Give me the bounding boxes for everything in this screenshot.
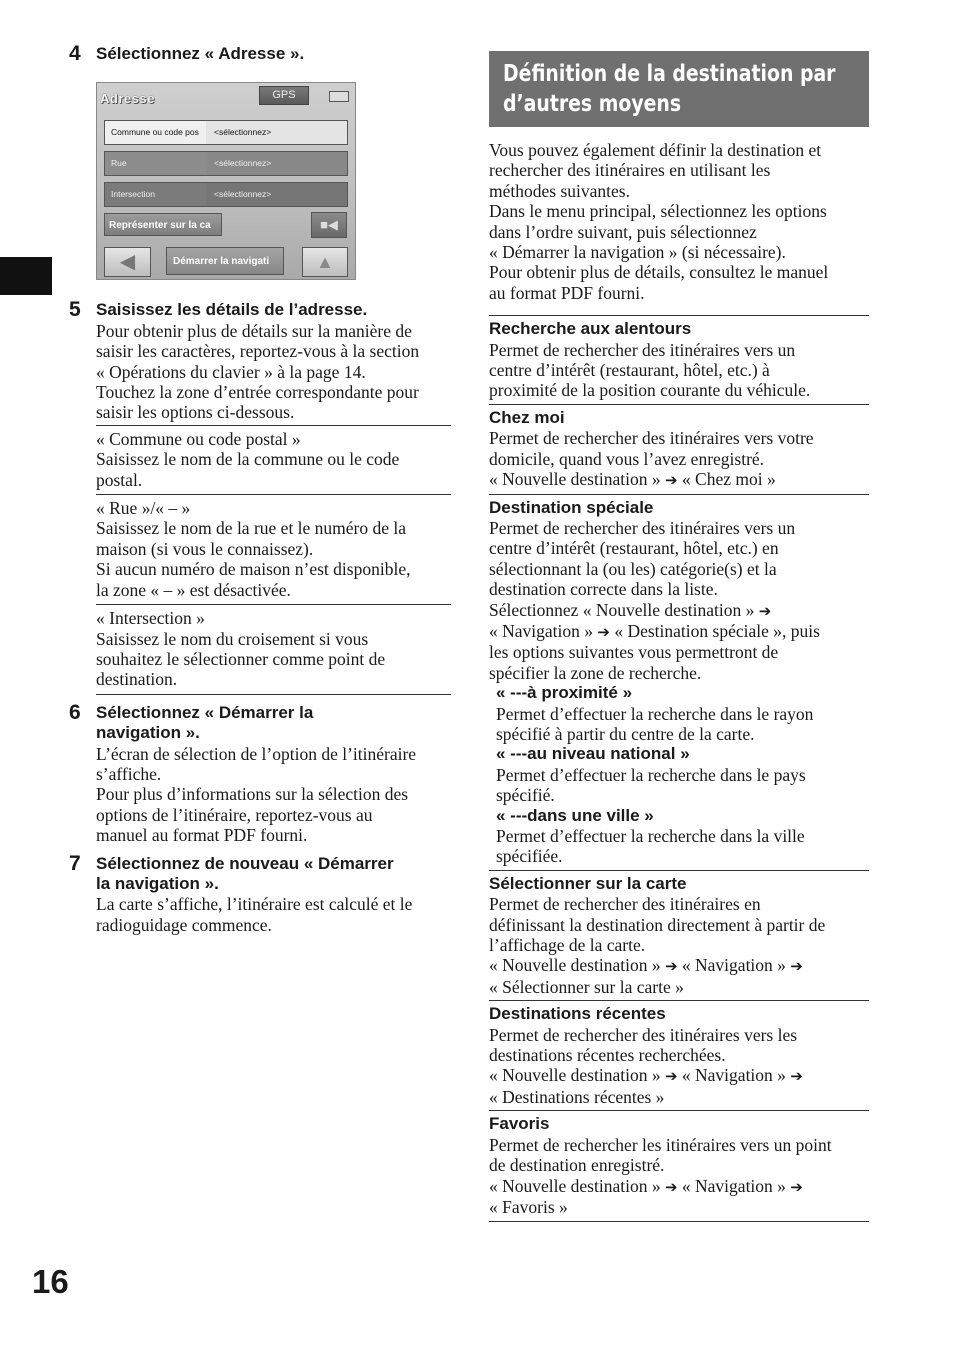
path-step: « Nouvelle destination » (489, 1065, 661, 1086)
step-title (96, 854, 451, 895)
battery-icon (329, 91, 349, 102)
step-number: 5 (69, 298, 81, 322)
section-line: sélectionnant la (ou les) catégorie(s) et la (489, 558, 777, 579)
step-6 (69, 700, 451, 846)
section-favoris (489, 1110, 869, 1222)
start-navigation-button: Démarrer la navigati (166, 247, 284, 275)
body-line: saisir les options ci-dessous. (96, 402, 295, 423)
body-line: La carte s’affiche, l’itinéraire est calculé et le (96, 894, 413, 915)
address-screen-screenshot (96, 82, 356, 280)
arrow-right-icon: ➔ (758, 601, 772, 620)
right-column (489, 51, 869, 1222)
arrow-right-icon: ➔ (597, 622, 610, 641)
section-line: domicile, quand vous l’avez enregistré. (489, 448, 765, 469)
suboption-ville (489, 806, 869, 867)
section-line: destinations récentes recherchées. (489, 1045, 726, 1066)
suboption-line: Permet d’effectuer la recherche dans le rayon (496, 703, 814, 724)
arrow-right-icon: ➔ (664, 1067, 678, 1086)
arrow-right-icon: ➔ (790, 1067, 803, 1086)
section-line: Permet de rechercher des itinéraires en (489, 894, 761, 915)
section-line: spécifier la zone de recherche. (489, 662, 702, 683)
intro-line: « Démarrer la navigation » (si nécessaire). (489, 242, 786, 263)
body-line: Touchez la zone d’entrée correspondante pour (96, 382, 419, 403)
suboption-line: Permet d’effectuer la recherche dans la ville (496, 826, 805, 846)
option-line: souhaitez le sélectionner comme point de (96, 648, 386, 669)
field-label: Intersection (111, 189, 155, 200)
suboption-title: « ---dans une ville » (496, 805, 654, 825)
section-title: Destinations récentes (489, 1004, 666, 1024)
section-line: Permet de rechercher des itinéraires vers votre (489, 428, 814, 449)
suboption-line: spécifié. (496, 785, 555, 806)
title-line: Sélectionnez « Démarrer la (96, 702, 314, 722)
intro-line: méthodes suivantes. (489, 180, 630, 201)
path-step: « Favoris » (489, 1196, 568, 1217)
body-line: manuel au format PDF fourni. (96, 825, 308, 846)
step-7 (69, 851, 451, 936)
section-line: Permet de rechercher les itinéraires vers un point (489, 1134, 832, 1155)
suboption-title: « ---au niveau national » (496, 744, 690, 764)
section-line: proximité de la position courante du véhicule. (489, 380, 811, 401)
path-step: « Sélectionner sur la carte » (489, 976, 684, 997)
path-step: « Navigation » (681, 1065, 786, 1086)
step-number: 4 (69, 42, 81, 65)
section-sur-carte (489, 870, 869, 1000)
section-line: centre d’intérêt (restaurant, hôtel, etc.) en (489, 538, 779, 559)
step-body (96, 744, 451, 846)
screen-title: Adresse (100, 91, 155, 107)
show-on-map-button: Représenter sur la ca (104, 213, 222, 236)
section-title: Favoris (489, 1114, 550, 1134)
option-line: maison (si vous le connaissez). (96, 538, 314, 559)
step-4 (69, 42, 451, 280)
intro-line: rechercher des itinéraires en utilisant les (489, 160, 771, 181)
page-number: 16 (32, 1263, 69, 1300)
option-line: Saisissez le nom de la rue et le numéro de la (96, 518, 407, 539)
option-line: Si aucun numéro de maison n’est disponible, (96, 559, 411, 580)
section-title: Destination spéciale (489, 497, 654, 517)
body-line: s’affiche. (96, 763, 162, 784)
path-step: « Nouvelle destination » (489, 955, 661, 976)
speaker-icon: ■◀ (311, 212, 347, 238)
intro-line: Pour obtenir plus de détails, consultez le manuel (489, 262, 829, 283)
path-step: Sélectionnez « Nouvelle destination » (489, 599, 755, 620)
field-value: <sélectionnez> (206, 121, 347, 144)
option-line: la zone « – » est désactivée. (96, 579, 291, 600)
path-step: « Navigation » (681, 955, 786, 976)
title-line: navigation ». (96, 723, 200, 743)
section-line: de destination enregistré. (489, 1155, 665, 1176)
suboption-national (489, 744, 869, 805)
gps-button: GPS (259, 86, 309, 105)
path-step: « Chez moi » (681, 469, 776, 490)
section-tab-marker (0, 257, 52, 295)
path-step: « Navigation » (489, 620, 594, 641)
arrow-right-icon: ➔ (664, 1177, 678, 1196)
city-field (104, 120, 348, 145)
arrow-right-icon: ➔ (790, 1177, 803, 1196)
back-arrow-icon: ◀ (104, 247, 151, 277)
option-line: « Commune ou code postal » (96, 428, 301, 449)
suboption-title: « ---à proximité » (496, 683, 633, 703)
intro-line: Vous pouvez également définir la destination et (489, 140, 822, 160)
title-line: Sélectionnez de nouveau « Démarrer (96, 853, 394, 873)
field-label: Rue (111, 158, 127, 169)
step-number: 7 (69, 851, 81, 875)
option-line: « Intersection » (96, 608, 205, 629)
section-title: Chez moi (489, 407, 565, 427)
arrow-right-icon: ➔ (790, 957, 803, 976)
title-line: la navigation ». (96, 873, 219, 893)
field-value: <sélectionnez> (206, 183, 347, 206)
street-field (104, 151, 348, 176)
path-step: « Nouvelle destination » (489, 1175, 661, 1196)
intro-paragraph (489, 140, 869, 303)
section-heading (489, 51, 869, 127)
option-line: destination. (96, 669, 178, 690)
section-recentes (489, 1000, 869, 1110)
section-chez-moi (489, 404, 869, 494)
option-rue (96, 494, 451, 604)
step-title (96, 703, 451, 744)
path-step: « Destinations récentes » (489, 1086, 665, 1107)
option-line: Saisissez le nom du croisement si vous (96, 628, 369, 649)
intro-line: au format PDF fourni. (489, 282, 645, 303)
option-commune (96, 425, 451, 494)
section-title: Sélectionner sur la carte (489, 873, 687, 893)
body-line: « Opérations du clavier » à la page 14. (96, 361, 366, 382)
arrow-right-icon: ➔ (664, 471, 678, 490)
navigation-arrow-icon: ▲ (302, 247, 348, 277)
step-body (96, 321, 451, 423)
heading-text (503, 59, 855, 119)
intro-line: dans l’ordre suivant, puis sélectionnez (489, 221, 757, 242)
section-line: Permet de rechercher des itinéraires vers un (489, 339, 796, 360)
path-step: « Nouvelle destination » (489, 469, 661, 490)
option-line: « Rue »/« – » (96, 498, 191, 519)
field-value: <sélectionnez> (206, 152, 347, 175)
body-line: L’écran de sélection de l’option de l’itinéraire (96, 743, 417, 764)
section-line: définissant la destination directement à partir de (489, 914, 826, 935)
body-line: options de l’itinéraire, reportez-vous au (96, 804, 373, 825)
heading-line: Définition de la destination par (503, 61, 836, 87)
section-destination-speciale (489, 494, 869, 870)
path-step: « Navigation » (681, 1175, 786, 1196)
suboption-line: spécifié à partir du centre de la carte. (496, 723, 755, 744)
suboption-proximite (489, 683, 869, 744)
section-line: l’affichage de la carte. (489, 935, 646, 956)
section-line: Permet de rechercher des itinéraires vers un (489, 517, 796, 538)
field-label: Commune ou code pos (105, 121, 206, 144)
option-line: postal. (96, 469, 143, 490)
body-line: radioguidage commence. (96, 914, 272, 935)
heading-line: d’autres moyens (503, 91, 682, 117)
step-number: 6 (69, 700, 81, 724)
body-line: saisir les caractères, reportez-vous à la section (96, 341, 420, 362)
body-line: Pour plus d’informations sur la sélection des (96, 784, 409, 805)
path-step: « Destination spéciale », puis (614, 620, 820, 641)
suboption-line: Permet d’effectuer la recherche dans le pays (496, 764, 806, 785)
section-line: les options suivantes vous permettront de (489, 642, 779, 663)
option-intersection (96, 604, 451, 695)
step-body (96, 894, 451, 935)
section-line: Permet de rechercher des itinéraires vers les (489, 1024, 798, 1045)
left-column (69, 42, 451, 935)
section-title: Recherche aux alentours (489, 319, 692, 339)
step-title: Saisissez les détails de l’adresse. (96, 300, 368, 320)
suboption-line: spécifiée. (496, 846, 563, 867)
body-line: Pour obtenir plus de détails sur la manière de (96, 320, 412, 341)
intro-line: Dans le menu principal, sélectionnez les options (489, 201, 827, 222)
intersection-field (104, 182, 348, 207)
option-line: Saisissez le nom de la commune ou le code (96, 449, 400, 470)
step-5 (69, 298, 451, 694)
arrow-right-icon: ➔ (664, 957, 678, 976)
section-recherche (489, 315, 869, 404)
step-title: Sélectionnez « Adresse ». (96, 44, 305, 63)
section-line: centre d’intérêt (restaurant, hôtel, etc.) à (489, 360, 770, 381)
section-line: destination correcte dans la liste. (489, 579, 718, 600)
